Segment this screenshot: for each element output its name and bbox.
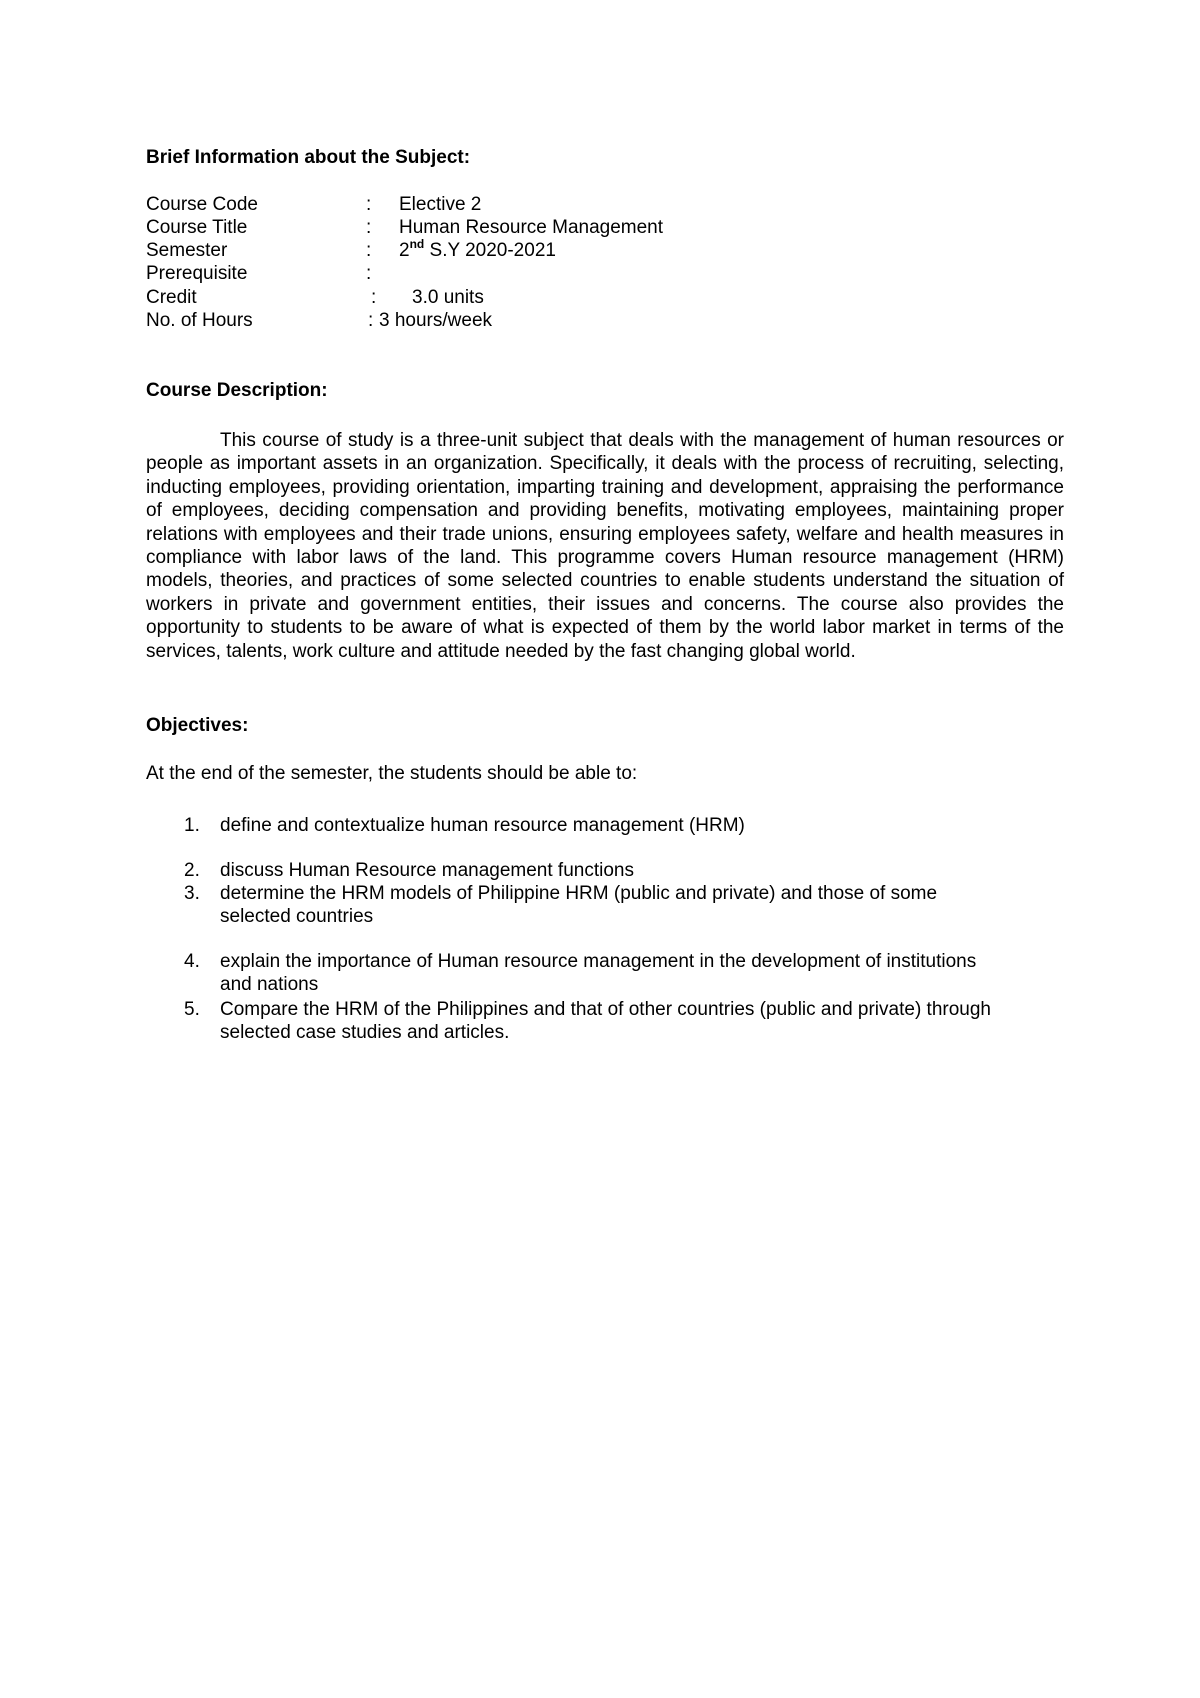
info-label: Course Title bbox=[146, 217, 248, 238]
info-value: 3 hours/week bbox=[379, 310, 493, 331]
info-label: Prerequisite bbox=[146, 263, 248, 284]
info-row-course-code bbox=[146, 193, 1046, 216]
objective-number: 4. bbox=[184, 951, 200, 972]
info-separator: : bbox=[368, 310, 374, 331]
objective-number: 3. bbox=[184, 883, 200, 904]
objective-text: Compare the HRM of the Philippines and that of other countries (public and private) through selected case studies and articles. bbox=[220, 999, 991, 1044]
info-separator: : bbox=[366, 217, 372, 238]
info-separator: : bbox=[366, 240, 372, 261]
semester-year: S.Y 2020-2021 bbox=[424, 240, 556, 261]
objective-text: explain the importance of Human resource management in the development of institutions and nations bbox=[220, 951, 977, 996]
info-value: Elective 2 bbox=[399, 194, 482, 215]
info-value: 3.0 units bbox=[412, 287, 484, 308]
info-value: Human Resource Management bbox=[399, 217, 664, 238]
info-row-semester bbox=[146, 236, 1046, 262]
info-label: Course Code bbox=[146, 194, 258, 215]
objective-number: 2. bbox=[184, 860, 200, 881]
objectives-heading: Objectives: bbox=[146, 715, 249, 736]
objective-text: discuss Human Resource management functions bbox=[220, 860, 634, 881]
objective-text: define and contextualize human resource management (HRM) bbox=[220, 815, 745, 836]
info-row-hours bbox=[146, 309, 1046, 332]
info-row-credit bbox=[146, 286, 1046, 309]
course-description-heading: Course Description: bbox=[146, 380, 328, 401]
objectives-intro: At the end of the semester, the students should be able to: bbox=[146, 763, 638, 784]
objective-number: 1. bbox=[184, 815, 200, 836]
info-label: No. of Hours bbox=[146, 310, 253, 331]
info-label: Semester bbox=[146, 240, 228, 261]
info-separator: : bbox=[371, 287, 377, 308]
course-description-text: This course of study is a three-unit subject that deals with the management of human resources or people as important assets in an organization. Specifically, it deals with the process of recruiting, selecting, inducting employees, providing orientation, imparting training and development, appraising the performance of employees, deciding compensation and providing benefits, motivating employees, maintaining proper relations with employees and their trade unions, ensuring employees safety, welfare and health measures in compliance with labor laws of the land. This programme covers Human resource management (HRM) models, theories, and practices of some selected countries to enable students understand the situation of workers in private and government entities, their issues and concerns. The course also provides the opportunity to students to be aware of what is expected of them by the world labor market in terms of the services, talents, work culture and attitude needed by the fast changing global world. bbox=[146, 430, 1064, 662]
info-value bbox=[399, 236, 556, 262]
semester-ordinal: nd bbox=[409, 236, 425, 251]
info-label: Credit bbox=[146, 287, 197, 308]
info-separator: : bbox=[366, 263, 372, 284]
objective-text: determine the HRM models of Philippine HRM (public and private) and those of some selected countries bbox=[220, 883, 938, 928]
semester-number: 2 bbox=[399, 240, 410, 261]
info-row-course-title bbox=[146, 216, 1046, 239]
objective-number: 5. bbox=[184, 999, 200, 1020]
brief-info-heading: Brief Information about the Subject: bbox=[146, 147, 471, 168]
info-row-prerequisite bbox=[146, 262, 1046, 285]
info-separator: : bbox=[366, 194, 372, 215]
